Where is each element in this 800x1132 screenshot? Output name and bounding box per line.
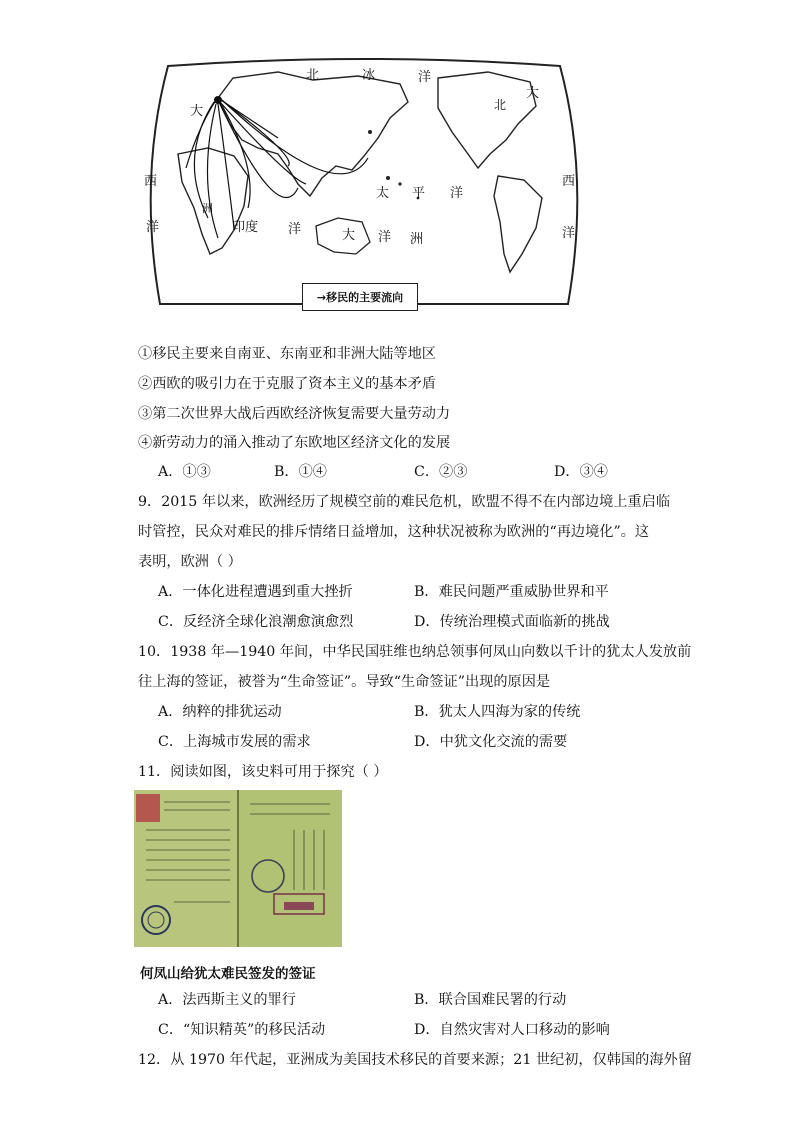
- q8-statement-1: ①移民主要来自南亚、东南亚和非洲大陆等地区: [138, 346, 436, 362]
- q8-option-b[interactable]: B．①④: [274, 464, 327, 480]
- map-label-arctic-yang: 洋: [418, 70, 432, 85]
- q9-line-2: 时管控，民众对难民的排斥情绪日益增加，这种状况被称为欧洲的“再边境化”。这: [138, 524, 650, 540]
- map-label-da-left: 大: [190, 104, 204, 119]
- map-legend: →移民的主要流向: [302, 283, 418, 311]
- q10-line-1: 10．1938 年—1940 年间，中华民国驻维也纳总领事何凤山向数以千计的犹太人发放前: [138, 644, 692, 660]
- map-label-arctic-bei: 北: [306, 68, 320, 83]
- visa-document-image: [134, 790, 342, 947]
- map-label-pacific-tai: 太: [376, 186, 390, 201]
- q10-option-a[interactable]: A．纳粹的排犹运动: [158, 704, 282, 720]
- q11-option-a[interactable]: A．法西斯主义的罪行: [158, 992, 296, 1008]
- q11-option-b[interactable]: B．联合国难民署的行动: [414, 992, 567, 1008]
- q9-line-1: 9．2015 年以来，欧洲经历了规模空前的难民危机，欧盟不得不在内部边境上重启临: [138, 494, 671, 510]
- q8-statement-3: ③第二次世界大战后西欧经济恢复需要大量劳动力: [138, 406, 451, 422]
- map-label-oceania-yang: 洋: [378, 230, 392, 245]
- q9-option-a[interactable]: A．一体化进程遭遇到重大挫折: [158, 584, 353, 600]
- q8-statement-2: ②西欧的吸引力在于克服了资本主义的基本矛盾: [138, 376, 436, 392]
- visa-caption: 何凤山给犹太难民签发的签证: [140, 966, 316, 982]
- q11-line: 11．阅读如图，该史料可用于探究（ ）: [138, 764, 388, 780]
- map-label-africa-zhou: 洲: [202, 202, 213, 215]
- map-label-oceania-zhou: 洲: [410, 232, 424, 247]
- q9-option-b[interactable]: B．难民问题严重威胁世界和平: [414, 584, 609, 600]
- q11-option-c[interactable]: C．“知识精英”的移民活动: [158, 1022, 326, 1038]
- map-label-indian-yang: 洋: [288, 222, 302, 237]
- map-label-oceania-da: 大: [342, 228, 356, 243]
- q9-option-d[interactable]: D．传统治理模式面临新的挑战: [414, 614, 610, 630]
- q8-option-a[interactable]: A．①③: [158, 464, 211, 480]
- migration-map: [138, 58, 590, 312]
- q10-option-d[interactable]: D．中犹文化交流的需要: [414, 734, 568, 750]
- map-label-arctic-bing: 冰: [362, 68, 376, 83]
- q11-option-d[interactable]: D．自然灾害对人口移动的影响: [414, 1022, 610, 1038]
- q10-option-b[interactable]: B．犹太人四海为家的传统: [414, 704, 581, 720]
- visa-photo: [134, 790, 342, 947]
- q12-line: 12．从 1970 年代起，亚洲成为美国技术移民的首要来源；21 世纪初，仅韩国的海外留: [138, 1052, 692, 1068]
- map-label-pacific-yang: 洋: [450, 186, 464, 201]
- map-label-xi-right: 西: [562, 174, 576, 189]
- map-label-da-right: 大: [526, 86, 540, 101]
- map-label-xi-left: 西: [144, 174, 158, 189]
- world-map-figure: [138, 58, 590, 312]
- q9-option-c[interactable]: C．反经济全球化浪潮愈演愈烈: [158, 614, 354, 630]
- q8-statement-4: ④新劳动力的涌入推动了东欧地区经济文化的发展: [138, 435, 451, 451]
- map-label-yang-right: 洋: [562, 226, 576, 241]
- map-label-pacific-ping: 平: [412, 186, 426, 201]
- q10-option-c[interactable]: C．上海城市发展的需求: [158, 734, 311, 750]
- map-label-na-bei: 北: [494, 98, 507, 112]
- q9-line-3: 表明，欧洲（ ）: [138, 554, 242, 570]
- q10-line-2: 往上海的签证，被誉为“生命签证”。导致“生命签证”出现的原因是: [138, 674, 551, 690]
- q8-option-c[interactable]: C．②③: [414, 464, 468, 480]
- q8-option-d[interactable]: D．③④: [554, 464, 608, 480]
- map-label-indian: 印度: [232, 220, 259, 235]
- map-label-yang-left: 洋: [146, 220, 160, 235]
